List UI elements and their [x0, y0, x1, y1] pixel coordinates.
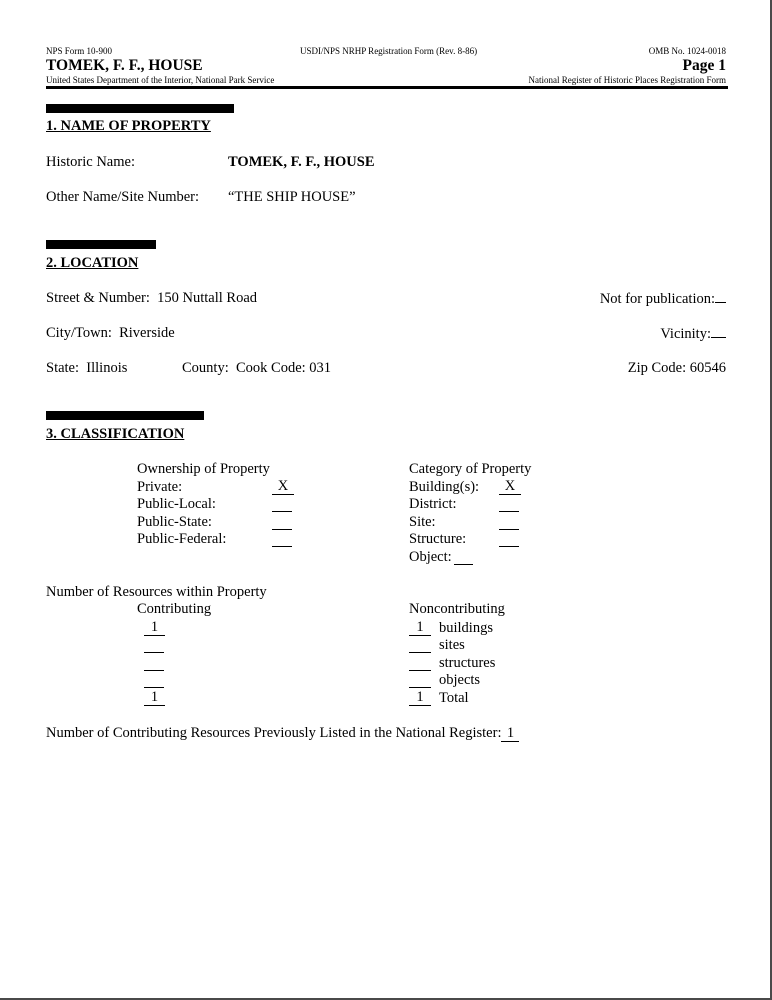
category-label-structure: Structure: [409, 531, 467, 547]
code-value: 031 [309, 360, 332, 376]
ownership-label-public-federal: Public-Federal: [137, 531, 227, 547]
page-label: Page 1 [682, 57, 726, 74]
previously-listed-value: 1 [501, 726, 519, 742]
vicinity-row [660, 325, 726, 343]
category-label-buildings: Building(s): [409, 479, 480, 495]
other-name-label: Other Name/Site Number: [46, 189, 200, 205]
vicinity-blank [711, 325, 726, 338]
resource-type-sites: sites [439, 637, 465, 653]
noncontributing-sites [409, 637, 431, 653]
ownership-label-public-state: Public-State: [137, 514, 212, 530]
not-for-publication-blank [715, 290, 726, 303]
noncontributing-total: 1 [409, 690, 431, 706]
contributing-heading: Contributing [137, 601, 212, 617]
contributing-total: 1 [144, 690, 165, 706]
contributing-objects [144, 672, 164, 688]
vicinity-label: Vicinity: [660, 326, 711, 342]
noncontributing-buildings: 1 [409, 620, 431, 636]
category-label-district: District: [409, 496, 457, 512]
category-mark-buildings: X [499, 479, 521, 495]
zip-label: Zip Code: [627, 360, 687, 376]
resource-type-objects: objects [439, 672, 481, 688]
ownership-mark-public-state [272, 514, 292, 530]
contributing-sites [144, 637, 164, 653]
state-value: Illinois [86, 360, 128, 376]
not-for-publication-label: Not for publication: [599, 291, 715, 307]
noncontributing-heading: Noncontributing [409, 601, 505, 617]
category-label-site: Site: [409, 514, 436, 530]
category-mark-object [454, 549, 473, 565]
previously-listed-label: Number of Contributing Resources Previously Listed in the National Register: [46, 725, 502, 741]
omb-number: OMB No. 1024-0018 [648, 46, 726, 56]
section-2-bar [46, 240, 156, 249]
category-mark-structure [499, 531, 519, 547]
section-3-bar [46, 411, 204, 420]
state-label: State: [46, 360, 80, 376]
zip-value: 60546 [689, 360, 726, 376]
county-value: Cook [235, 360, 268, 376]
form-number: NPS Form 10-900 [46, 46, 113, 56]
city-label: City/Town: [46, 325, 112, 341]
county-label: County: [182, 360, 229, 376]
resource-type-structures: structures [439, 655, 496, 671]
register-form-line: National Register of Historic Places Registration Form [528, 75, 726, 85]
category-mark-district [499, 496, 519, 512]
ownership-heading: Ownership of Property [137, 461, 270, 477]
not-for-publication-row [600, 290, 726, 308]
street-label: Street & Number: [46, 290, 150, 306]
street-row [46, 290, 257, 307]
ownership-label-private: Private: [137, 479, 183, 495]
historic-name-value: TOMEK, F. F., HOUSE [228, 154, 375, 170]
resource-type-buildings: buildings [439, 620, 493, 636]
property-title: TOMEK, F. F., HOUSE [46, 57, 203, 74]
category-heading: Category of Property [409, 461, 532, 477]
category-mark-site [499, 514, 519, 530]
historic-name-label: Historic Name: [46, 154, 135, 170]
other-name-value: “THE SHIP HOUSE” [228, 189, 356, 205]
contributing-buildings: 1 [144, 620, 165, 636]
resource-type-total: Total [439, 690, 469, 706]
state-row [46, 360, 127, 377]
contributing-structures [144, 655, 164, 671]
section-1-heading: 1. NAME OF PROPERTY [46, 118, 211, 134]
category-label-object: Object: [409, 549, 452, 565]
section-2-heading: 2. LOCATION [46, 255, 139, 271]
zip-row [628, 360, 726, 377]
noncontributing-objects [409, 672, 431, 688]
city-row [46, 325, 175, 342]
section-1-bar [46, 104, 234, 113]
header-rule [46, 86, 728, 89]
county-row [182, 360, 331, 377]
ownership-mark-public-federal [272, 531, 292, 547]
city-value: Riverside [119, 325, 175, 341]
ownership-mark-private: X [272, 479, 294, 495]
resources-heading: Number of Resources within Property [46, 584, 267, 600]
code-label: Code: [271, 360, 306, 376]
previously-listed-row [46, 725, 519, 742]
form-revision: USDI/NPS NRHP Registration Form (Rev. 8-86) [300, 46, 478, 56]
department-line: United States Department of the Interior, National Park Service [46, 75, 275, 85]
ownership-label-public-local: Public-Local: [137, 496, 216, 512]
section-3-heading: 3. CLASSIFICATION [46, 426, 185, 442]
ownership-mark-public-local [272, 496, 292, 512]
noncontributing-structures [409, 655, 431, 671]
street-value: 150 Nuttall Road [157, 290, 258, 306]
